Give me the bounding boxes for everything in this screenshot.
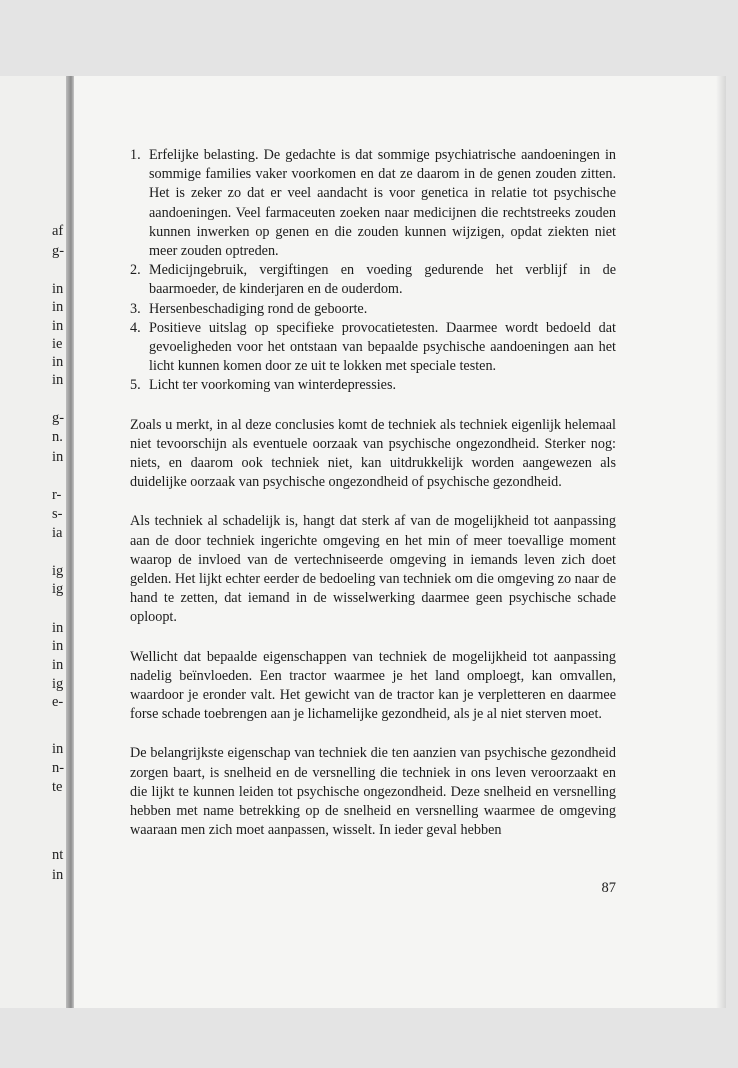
paragraph: Zoals u merkt, in al deze conclusies komt de techniek als techniek eigenlijk helemaal niet tevoorschijn als eventuele oorzaak van psychische ongezondheid. Sterker nog: niets, en daarom ook techniek niet, kan uitdrukkelijk worden aangewezen als duidelijke oorzaak van psychische ongezondheid of psychische gezondheid. xyxy=(130,416,616,491)
page-body xyxy=(130,146,616,841)
left-page-fragment: in xyxy=(52,372,64,388)
left-page-fragment: in xyxy=(52,318,64,334)
left-page-fragment: ig xyxy=(52,581,64,597)
list-item xyxy=(130,261,616,299)
left-page-fragment: in xyxy=(52,449,64,465)
list-number: 4. xyxy=(130,319,141,336)
left-page-fragment: ie xyxy=(52,336,63,352)
list-item xyxy=(130,300,616,319)
list-item-text: Erfelijke belasting. De gedachte is dat sommige psychiatrische aandoeningen in sommige families vaker voorkomen en dat ze daarom in de genen zouden zitten. Het is zeker zo dat er veel aandacht is voor genetica in relatie tot psychische aandoeningen. Veel farmaceuten zoeken naar medicijnen die rechtstreeks zouden kunnen inwerken op genen en die zouden kunnen wijzigen, opdat ziekten niet meer zouden optreden. xyxy=(149,147,616,260)
list-item-text: Licht ter voorkoming van winterdepressies. xyxy=(149,377,397,394)
paragraph: De belangrijkste eigenschap van techniek die ten aanzien van psychische gezondheid zorgen baart, is snelheid en de versnelling die techniek in ons leven veroorzaakt en die lijkt te kunnen leiden tot psychische ongezondheid. Deze snelheid en versnelling hebben met name betrekking op de snelheid en versnelling waarmee de omgeving waaraan men zich moet aanpassen, wisselt. In ieder geval hebben xyxy=(130,745,616,839)
left-page-fragment: in xyxy=(52,620,64,636)
numbered-list xyxy=(130,146,616,396)
list-item-text: Medicijngebruik, vergiftingen en voeding gedurende het verblijf in de baarmoeder, de kinderjaren en de ouderdom. xyxy=(149,262,616,298)
left-page-fragment: in xyxy=(52,867,64,883)
left-page-fragment: s- xyxy=(52,506,63,522)
page-number: 87 xyxy=(601,880,616,896)
list-number: 1. xyxy=(130,147,141,163)
list-item-text: Positieve uitslag op specifieke provocatietesten. Daarmee wordt bedoeld dat gevoeligheden voor het ontstaan van bepaalde psychische aandoeningen aan het licht kunnen komen door ze uit te lokken met speciale testen. xyxy=(149,319,616,375)
left-page-fragment: e- xyxy=(52,694,64,710)
left-page-fragment: g- xyxy=(52,243,65,259)
left-page-fragment: ig xyxy=(52,563,64,579)
list-item-text: Hersenbeschadiging rond de geboorte. xyxy=(149,300,368,317)
list-item xyxy=(130,146,616,261)
left-page-strip xyxy=(0,76,66,1008)
left-page-fragment: af xyxy=(52,223,64,239)
paragraph: Als techniek al schadelijk is, hangt dat sterk af van de mogelijkheid tot aanpassing aan de door techniek ingerichte omgeving en het min of meer toevallige moment waarop de invloed van de vertechniseerde omgeving in iemands leven zich doet gelden. Het lijkt echter eerder de bedoeling van techniek om die omgeving zo naar de hand te zetten, dat iemand in de wisselwerking daarmee geen psychische schade oploopt. xyxy=(130,513,616,626)
left-page-fragment: te xyxy=(52,779,63,795)
list-number: 5. xyxy=(130,377,141,394)
list-number: 2. xyxy=(130,262,141,279)
list-number: 3. xyxy=(130,300,141,317)
page-edge xyxy=(716,76,726,1008)
left-page-fragment: in xyxy=(52,354,64,370)
left-page-fragment: in xyxy=(52,741,64,757)
left-page-fragment: in xyxy=(52,657,64,673)
left-page-fragment: n. xyxy=(52,429,63,445)
left-page-fragment: in xyxy=(52,281,64,297)
left-page-fragment: ig xyxy=(52,676,64,692)
left-page-fragment: in xyxy=(52,299,64,315)
list-item xyxy=(130,376,616,395)
left-page-fragment: ia xyxy=(52,525,63,541)
left-page-fragment: nt xyxy=(52,847,64,863)
paragraph: Wellicht dat bepaalde eigenschappen van techniek de mogelijkheid tot aanpassing nadelig beïnvloeden. Een tractor waarmee je het land omploegt, kan omvallen, waardoor je eronder valt. Het gewicht van de tractor kan je verpletteren en daarmee forse schade toebrengen aan je lichamelijke gezondheid, als je al niet sterven moet. xyxy=(130,648,616,723)
left-page-fragment: g- xyxy=(52,410,65,426)
left-page-fragment: n- xyxy=(52,760,65,776)
left-page-fragment: in xyxy=(52,638,64,654)
list-item xyxy=(130,319,616,377)
left-page-fragment: r- xyxy=(52,487,62,503)
